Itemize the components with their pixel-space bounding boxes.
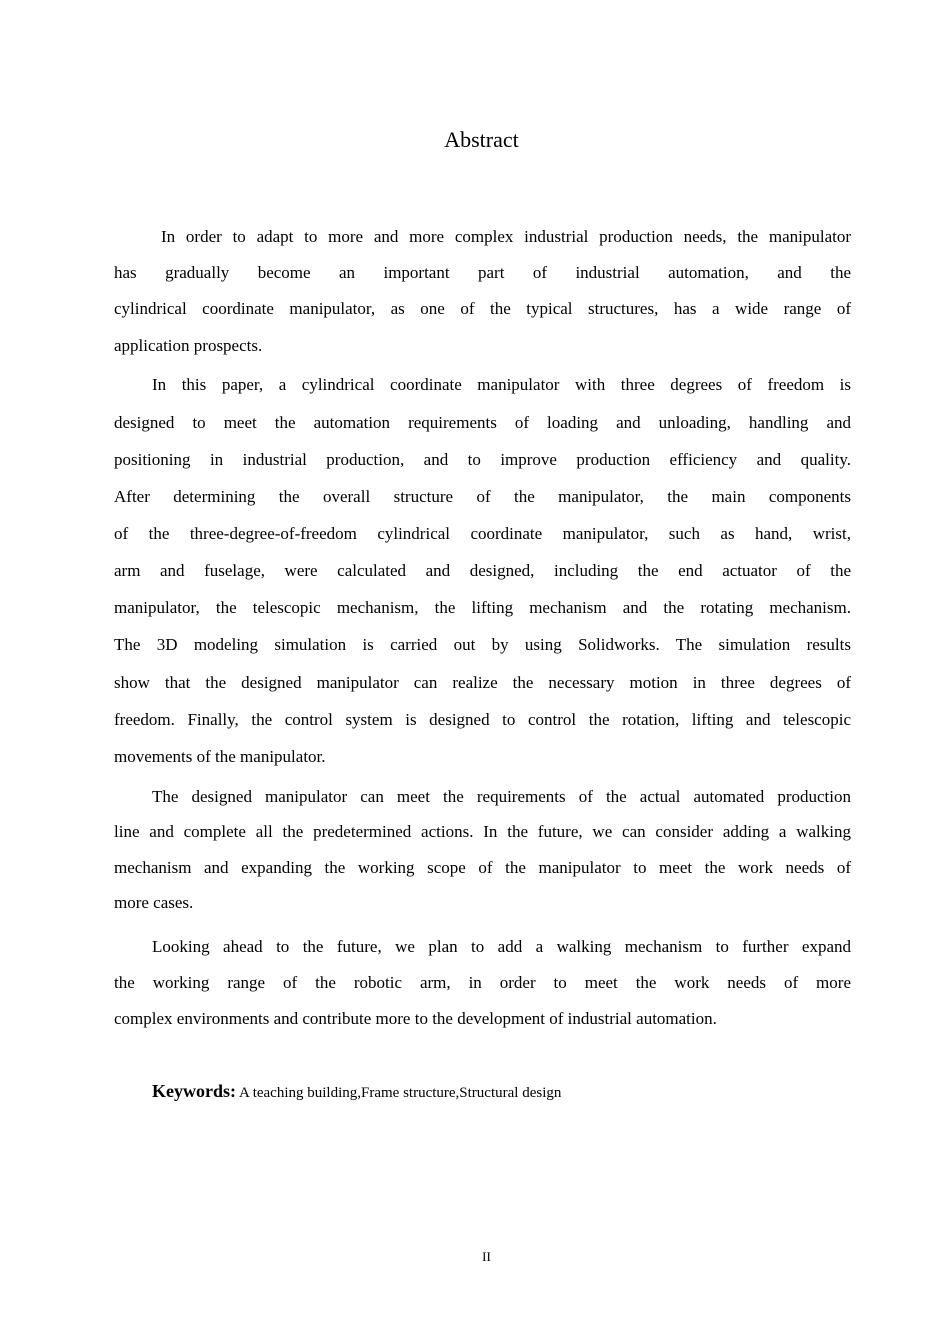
keywords-value: A teaching building,Frame structure,Structural design bbox=[238, 1085, 562, 1101]
text-line: mechanism and expanding the working scope of the manipulator to meet the work needs of bbox=[114, 858, 851, 877]
page-number: II bbox=[482, 1249, 491, 1264]
text-line: freedom. Finally, the control system is designed to control the rotation, lifting and telescopic bbox=[114, 710, 851, 729]
text-line: line and complete all the predetermined actions. In the future, we can consider adding a walking bbox=[114, 822, 851, 841]
keywords bbox=[152, 1081, 561, 1102]
text-line: In this paper, a cylindrical coordinate manipulator with three degrees of freedom is bbox=[152, 375, 851, 394]
text-line: Looking ahead to the future, we plan to add a walking mechanism to further expand bbox=[152, 937, 851, 956]
text-line: In order to adapt to more and more complex industrial production needs, the manipulator bbox=[161, 227, 851, 246]
text-line: has gradually become an important part of industrial automation, and the bbox=[114, 263, 851, 282]
text-line: application prospects. bbox=[114, 336, 263, 355]
text-line: The 3D modeling simulation is carried out by using Solidworks. The simulation results bbox=[114, 635, 851, 654]
text-line: complex environments and contribute more to the development of industrial automation. bbox=[114, 1009, 717, 1028]
text-line: arm and fuselage, were calculated and designed, including the end actuator of the bbox=[114, 561, 851, 580]
text-line: movements of the manipulator. bbox=[114, 747, 326, 766]
text-line: positioning in industrial production, and to improve production efficiency and quality. bbox=[114, 450, 851, 469]
text-line: manipulator, the telescopic mechanism, the lifting mechanism and the rotating mechanism. bbox=[114, 598, 851, 617]
text-line: designed to meet the automation requirements of loading and unloading, handling and bbox=[114, 413, 851, 432]
keywords-label: Keywords: bbox=[152, 1081, 236, 1101]
text-line: of the three-degree-of-freedom cylindrical coordinate manipulator, such as hand, wrist, bbox=[114, 524, 851, 543]
text-line: The designed manipulator can meet the requirements of the actual automated production bbox=[152, 787, 851, 806]
text-line: more cases. bbox=[114, 893, 194, 912]
page-title: Abstract bbox=[444, 127, 519, 152]
text-line: show that the designed manipulator can realize the necessary motion in three degrees of bbox=[114, 673, 851, 692]
text-line: the working range of the robotic arm, in order to meet the work needs of more bbox=[114, 973, 851, 992]
text-line: After determining the overall structure of the manipulator, the main components bbox=[114, 487, 851, 506]
text-line: cylindrical coordinate manipulator, as one of the typical structures, has a wide range of bbox=[114, 299, 851, 318]
